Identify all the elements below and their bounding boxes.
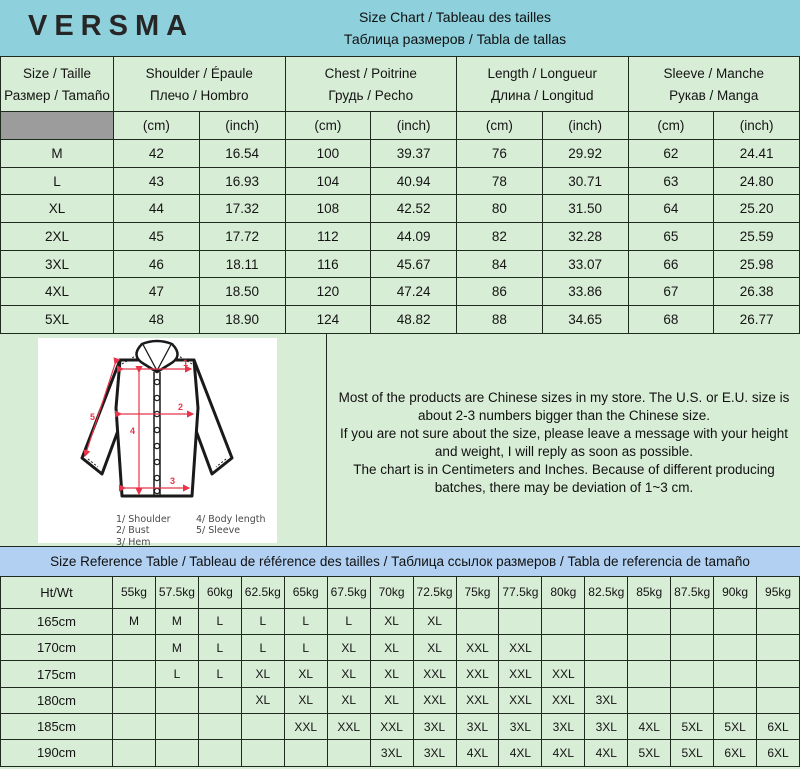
ref-size-cell: 3XL [414,740,457,766]
size-value-cell: 86 [457,278,543,306]
weight-header-cell: 57.5kg [156,577,199,609]
size-row-label: L [1,168,114,196]
ref-size-cell: XL [371,688,414,714]
column-header-length-ru: Длина / Longitud [490,87,594,103]
height-cell: 175cm [1,661,113,687]
ref-size-cell [457,609,500,635]
size-value-cell: 18.90 [200,306,286,334]
size-value-cell: 26.77 [714,306,800,334]
size-value-cell: 43 [114,168,200,196]
ref-size-cell: XL [414,609,457,635]
size-value-cell: 33.07 [543,251,629,279]
ref-size-cell [671,661,714,687]
notes-line: about 2-3 numbers bigger than the Chinese size. [418,407,710,423]
ref-size-cell [113,740,156,766]
size-value-cell: 30.71 [543,168,629,196]
weight-header-cell: 55kg [113,577,156,609]
reference-band [0,547,800,577]
size-row-label: 4XL [1,278,114,306]
size-row-label: 3XL [1,251,114,279]
legend-shoulder: 1/ Shoulder [116,513,171,525]
unit-cell-sleeve-inch: (inch) [714,112,800,140]
legend-body-length: 4/ Body length [196,513,266,525]
size-value-cell: 34.65 [543,306,629,334]
ref-size-cell [714,635,757,661]
diagram-legend [116,514,266,549]
ref-size-cell: XL [242,688,285,714]
column-header-shoulder-ru: Плечо / Hombro [150,87,249,103]
size-value-cell: 112 [286,223,372,251]
ref-size-cell: XXL [457,661,500,687]
notes-line: The chart is in Centimeters and Inches. Because of different producing [353,461,775,477]
header-titles [110,0,800,56]
size-value-cell: 68 [629,306,715,334]
weight-header-cell: 65kg [285,577,328,609]
ref-size-cell: L [242,609,285,635]
size-value-cell: 48.82 [371,306,457,334]
ref-size-cell: 3XL [542,714,585,740]
ref-size-cell [585,635,628,661]
ref-size-cell: 3XL [371,740,414,766]
ref-size-cell: L [199,635,242,661]
weight-header-cell: 77.5kg [499,577,542,609]
weight-header-cell: 90kg [714,577,757,609]
ref-corner-cell: Ht/Wt [1,577,113,609]
ref-size-cell: XL [328,661,371,687]
size-value-cell: 63 [629,168,715,196]
ref-size-cell [628,635,671,661]
ref-size-cell [542,635,585,661]
size-value-cell: 16.93 [200,168,286,196]
ref-size-cell [199,688,242,714]
ref-size-cell: XL [371,635,414,661]
column-header-chest-en: Chest / Poitrine [324,65,417,81]
size-value-cell: 42 [114,140,200,168]
ref-size-cell: 4XL [457,740,500,766]
weight-header-cell: 62.5kg [242,577,285,609]
ref-size-cell [628,661,671,687]
reference-band-title: Size Reference Table / Tableau de référence des tailles / Таблица ссылок размеров / Tabla de referencia de tamaño [50,553,750,569]
size-value-cell: 76 [457,140,543,168]
ref-size-cell: 3XL [457,714,500,740]
ref-size-cell [113,635,156,661]
ref-size-cell: XXL [414,688,457,714]
ref-size-cell [671,635,714,661]
height-cell: 165cm [1,609,113,635]
size-value-cell: 31.50 [543,195,629,223]
column-header-shoulder-en: Shoulder / Épaule [145,65,253,81]
ref-size-cell: 4XL [499,740,542,766]
page-subtitle: Таблица размеров / Tabla de tallas [343,31,567,47]
weight-header-cell: 82.5kg [585,577,628,609]
measure-label-length: 4 [130,425,136,436]
ref-size-cell: XXL [542,661,585,687]
shirt-diagram [38,338,277,548]
ref-size-cell: 6XL [714,740,757,766]
ref-size-cell: XXL [371,714,414,740]
size-table [0,57,800,334]
weight-header-cell: 75kg [457,577,500,609]
size-value-cell: 39.37 [371,140,457,168]
column-header-chest [286,57,458,112]
ref-size-cell: 5XL [671,740,714,766]
weight-header-cell: 85kg [628,577,671,609]
size-value-cell: 104 [286,168,372,196]
unit-cell-length-cm: (cm) [457,112,543,140]
column-header-length-en: Length / Longueur [487,65,598,81]
diagram-cell [0,334,327,546]
ref-size-cell: 4XL [585,740,628,766]
ref-size-cell [585,661,628,687]
size-value-cell: 65 [629,223,715,251]
ref-size-cell: L [242,635,285,661]
ref-size-cell: XXL [457,688,500,714]
notes-text [328,334,800,546]
size-row-label: XL [1,195,114,223]
height-cell: 180cm [1,688,113,714]
reference-table [0,577,800,767]
height-cell: 185cm [1,714,113,740]
ref-size-cell [113,714,156,740]
ref-size-cell [714,688,757,714]
ref-size-cell: L [285,635,328,661]
ref-size-cell: L [285,609,328,635]
ref-size-cell: M [156,609,199,635]
ref-size-cell [671,688,714,714]
ref-size-cell [285,740,328,766]
size-value-cell: 84 [457,251,543,279]
ref-size-cell: 3XL [585,688,628,714]
ref-size-cell [542,609,585,635]
size-value-cell: 116 [286,251,372,279]
size-value-cell: 64 [629,195,715,223]
brand-logo: VERSMA [28,10,195,42]
size-value-cell: 82 [457,223,543,251]
ref-size-cell [199,740,242,766]
column-header-size-ru: Размер / Tamaño [4,87,110,103]
size-value-cell: 46 [114,251,200,279]
ref-size-cell: L [199,609,242,635]
size-value-cell: 25.98 [714,251,800,279]
column-header-size-en: Size / Taille [22,65,92,81]
size-value-cell: 66 [629,251,715,279]
height-cell: 170cm [1,635,113,661]
weight-header-cell: 95kg [757,577,800,609]
notes-line: Most of the products are Chinese sizes in my store. The U.S. or E.U. size is [338,389,790,405]
page-title: Size Chart / Tableau des tailles [359,9,551,25]
ref-size-cell [757,661,800,687]
size-value-cell: 32.28 [543,223,629,251]
size-row-label: 5XL [1,306,114,334]
size-value-cell: 62 [629,140,715,168]
ref-size-cell [328,740,371,766]
unit-cell-sleeve-cm: (cm) [629,112,715,140]
ref-size-cell: XL [242,661,285,687]
legend-sleeve: 5/ Sleeve [196,525,241,537]
ref-size-cell: 6XL [757,714,800,740]
ref-size-cell [585,609,628,635]
unit-cell-length-inch: (inch) [543,112,629,140]
size-row-label: 2XL [1,223,114,251]
ref-size-cell: XXL [414,661,457,687]
ref-size-cell [671,609,714,635]
ref-size-cell: XL [285,661,328,687]
ref-size-cell: 5XL [628,740,671,766]
unit-cell-chest-cm: (cm) [286,112,372,140]
size-value-cell: 25.20 [714,195,800,223]
ref-size-cell: XL [328,688,371,714]
size-value-cell: 48 [114,306,200,334]
ref-size-cell [242,740,285,766]
size-value-cell: 78 [457,168,543,196]
ref-size-cell [156,688,199,714]
size-value-cell: 29.92 [543,140,629,168]
ref-size-cell: XXL [328,714,371,740]
weight-header-cell: 80kg [542,577,585,609]
size-value-cell: 100 [286,140,372,168]
weight-header-cell: 70kg [371,577,414,609]
ref-size-cell: L [199,661,242,687]
column-header-chest-ru: Грудь / Pecho [328,87,414,103]
ref-size-cell: 3XL [499,714,542,740]
ref-size-cell: XXL [457,635,500,661]
notes-line: batches, there may be deviation of 1~3 cm. [434,479,694,495]
header-band [0,0,800,57]
ref-size-cell [714,661,757,687]
ref-size-cell [499,609,542,635]
ref-size-cell [628,609,671,635]
size-value-cell: 120 [286,278,372,306]
ref-size-cell [242,714,285,740]
size-value-cell: 24.41 [714,140,800,168]
ref-size-cell: XL [285,688,328,714]
ref-size-cell: 4XL [542,740,585,766]
size-value-cell: 42.52 [371,195,457,223]
ref-size-cell [113,661,156,687]
ref-size-cell: XL [414,635,457,661]
size-value-cell: 45 [114,223,200,251]
unit-cell-shoulder-inch: (inch) [200,112,286,140]
ref-size-cell: M [156,635,199,661]
size-value-cell: 47.24 [371,278,457,306]
ref-size-cell: 4XL [628,714,671,740]
unit-cell-chest-inch: (inch) [371,112,457,140]
ref-size-cell [113,688,156,714]
size-value-cell: 44 [114,195,200,223]
column-header-size [1,57,114,112]
column-header-sleeve-en: Sleeve / Manche [663,65,765,81]
size-value-cell: 33.86 [543,278,629,306]
column-header-sleeve [629,57,800,112]
ref-size-cell [757,609,800,635]
column-header-sleeve-ru: Рукав / Manga [669,87,759,103]
size-value-cell: 40.94 [371,168,457,196]
size-value-cell: 67 [629,278,715,306]
measure-label-shoulder: 1 [183,357,189,368]
ref-size-cell: XXL [542,688,585,714]
unit-cell-shoulder-cm: (cm) [114,112,200,140]
size-value-cell: 44.09 [371,223,457,251]
ref-size-cell [156,714,199,740]
size-value-cell: 24.80 [714,168,800,196]
weight-header-cell: 67.5kg [328,577,371,609]
size-value-cell: 16.54 [200,140,286,168]
size-value-cell: 108 [286,195,372,223]
weight-header-cell: 60kg [199,577,242,609]
ref-size-cell: 5XL [714,714,757,740]
ref-size-cell: 3XL [414,714,457,740]
ref-size-cell: M [113,609,156,635]
size-value-cell: 18.11 [200,251,286,279]
ref-size-cell: L [328,609,371,635]
weight-header-cell: 72.5kg [414,577,457,609]
ref-size-cell: 5XL [671,714,714,740]
legend-bust: 2/ Bust [116,525,150,537]
ref-size-cell: XL [371,661,414,687]
column-header-length [457,57,629,112]
ref-size-cell: 3XL [585,714,628,740]
ref-size-cell: L [156,661,199,687]
column-header-shoulder [114,57,286,112]
ref-size-cell [757,688,800,714]
size-value-cell: 17.72 [200,223,286,251]
notes-line: If you are not sure about the size, please leave a message with your height [339,425,789,441]
size-value-cell: 80 [457,195,543,223]
size-row-label: M [1,140,114,168]
ref-size-cell [199,714,242,740]
ref-size-cell: 6XL [757,740,800,766]
weight-header-cell: 87.5kg [671,577,714,609]
size-value-cell: 18.50 [200,278,286,306]
shirt-svg [38,338,277,543]
ref-size-cell: XL [371,609,414,635]
ref-size-cell [714,609,757,635]
ref-size-cell: XXL [499,688,542,714]
size-value-cell: 26.38 [714,278,800,306]
ref-size-cell [757,635,800,661]
measure-label-sleeve: 5 [90,411,96,422]
middle-section [0,334,800,547]
size-value-cell: 17.32 [200,195,286,223]
ref-size-cell [628,688,671,714]
corner-gray-cell [1,112,114,140]
ref-size-cell: XXL [285,714,328,740]
notes-line: and weight, I will reply as soon as possible. [434,443,694,459]
ref-size-cell: XXL [499,635,542,661]
height-cell: 190cm [1,740,113,766]
legend-hem: 3/ Hem [116,536,151,548]
size-value-cell: 124 [286,306,372,334]
ref-size-cell: XL [328,635,371,661]
ref-size-cell [156,740,199,766]
size-value-cell: 45.67 [371,251,457,279]
ref-size-cell: XXL [499,661,542,687]
size-value-cell: 25.59 [714,223,800,251]
measure-label-bust: 2 [178,401,184,412]
size-value-cell: 47 [114,278,200,306]
size-value-cell: 88 [457,306,543,334]
measure-label-hem: 3 [170,475,176,486]
